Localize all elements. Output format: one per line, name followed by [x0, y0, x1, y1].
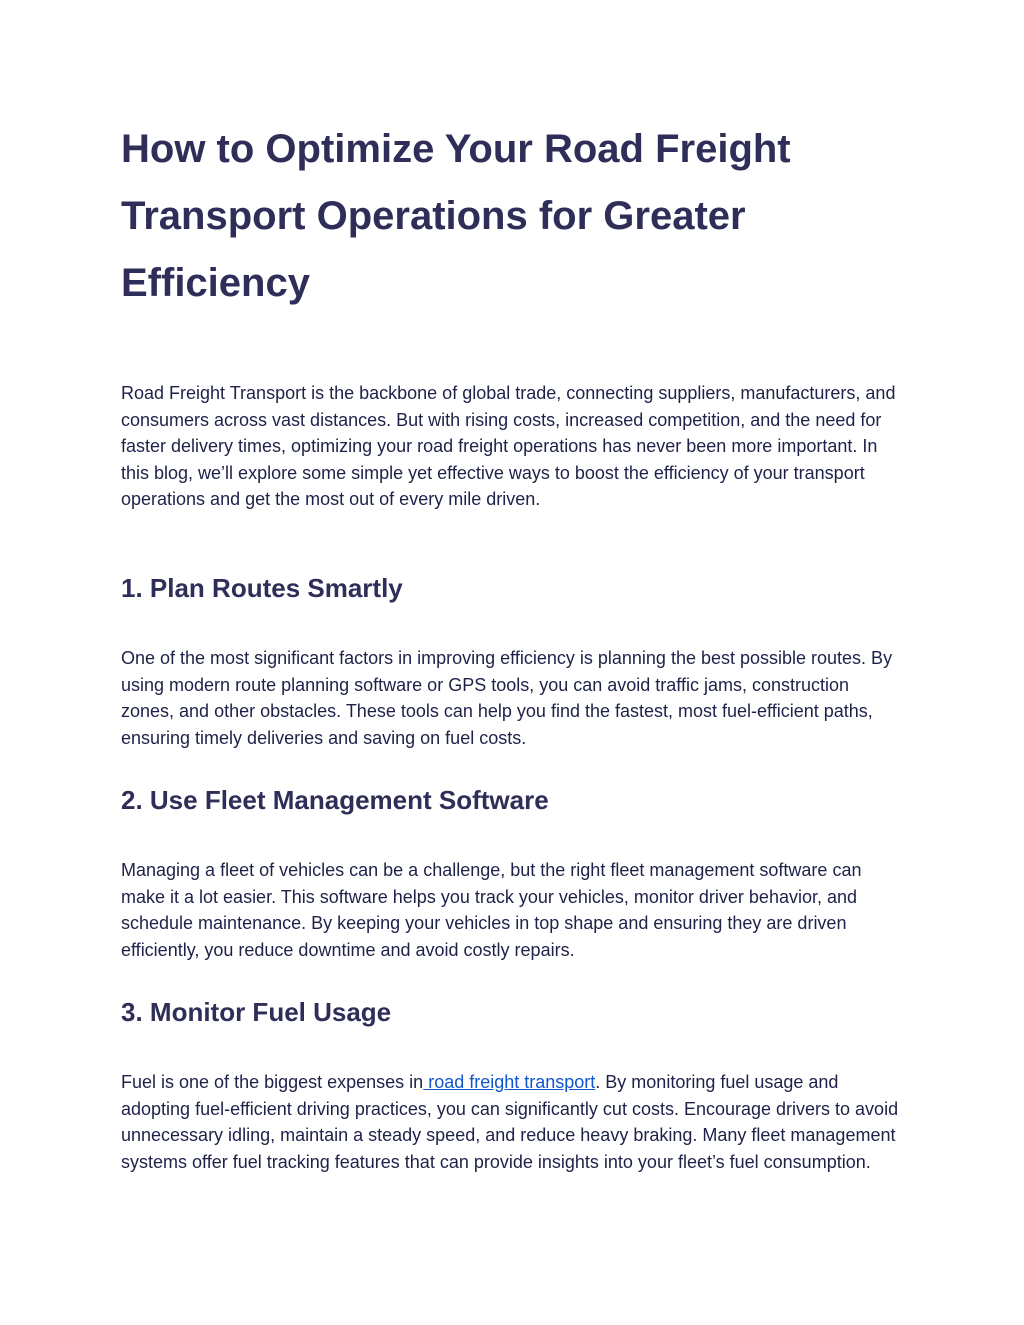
- section-heading-plan-routes: 1. Plan Routes Smartly: [121, 573, 403, 603]
- fuel-body-text-end: . By monitoring fuel usage and adopting fuel-efficient driving practices, you can significantly cut costs. Encourage drivers to avoid unnecessary idling, maintain a steady speed, and reduce heavy braking. Many fleet management systems offer fuel tracking features that can provide insights into your fleet’s fuel consumption.: [121, 1072, 899, 1172]
- article-title: How to Optimize Your Road Freight Transport Operations for Greater Efficiency: [121, 127, 791, 305]
- section-heading-fuel-usage: 3. Monitor Fuel Usage: [121, 997, 392, 1027]
- section-body-fleet-software: Managing a fleet of vehicles can be a challenge, but the right fleet management software can make it a lot easier. This software helps you track your vehicles, monitor driver behavior, and schedule maintenance. By keeping your vehicles in top shape and ensuring they are driven efficiently, you reduce downtime and avoid costly repairs.: [121, 860, 862, 960]
- section-heading-fleet-software: 2. Use Fleet Management Software: [121, 785, 549, 815]
- fuel-body-text-start: Fuel is one of the biggest expenses in: [121, 1072, 424, 1092]
- road-freight-transport-link[interactable]: road freight transport: [423, 1072, 596, 1092]
- section-body-fuel-usage: [121, 1069, 901, 1175]
- intro-paragraph: Road Freight Transport is the backbone of global trade, connecting suppliers, manufacturers, and consumers across vast distances. But with rising costs, increased competition, and the need for faster delivery times, optimizing your road freight operations has never been more important. In this blog, we’ll explore some simple yet effective ways to boost the efficiency of your transport operations and get the most out of every mile driven.: [121, 383, 896, 509]
- section-body-plan-routes: One of the most significant factors in improving efficiency is planning the best possible routes. By using modern route planning software or GPS tools, you can avoid traffic jams, construction zones, and other obstacles. These tools can help you find the fastest, most fuel-efficient paths, ensuring timely deliveries and saving on fuel costs.: [121, 648, 893, 748]
